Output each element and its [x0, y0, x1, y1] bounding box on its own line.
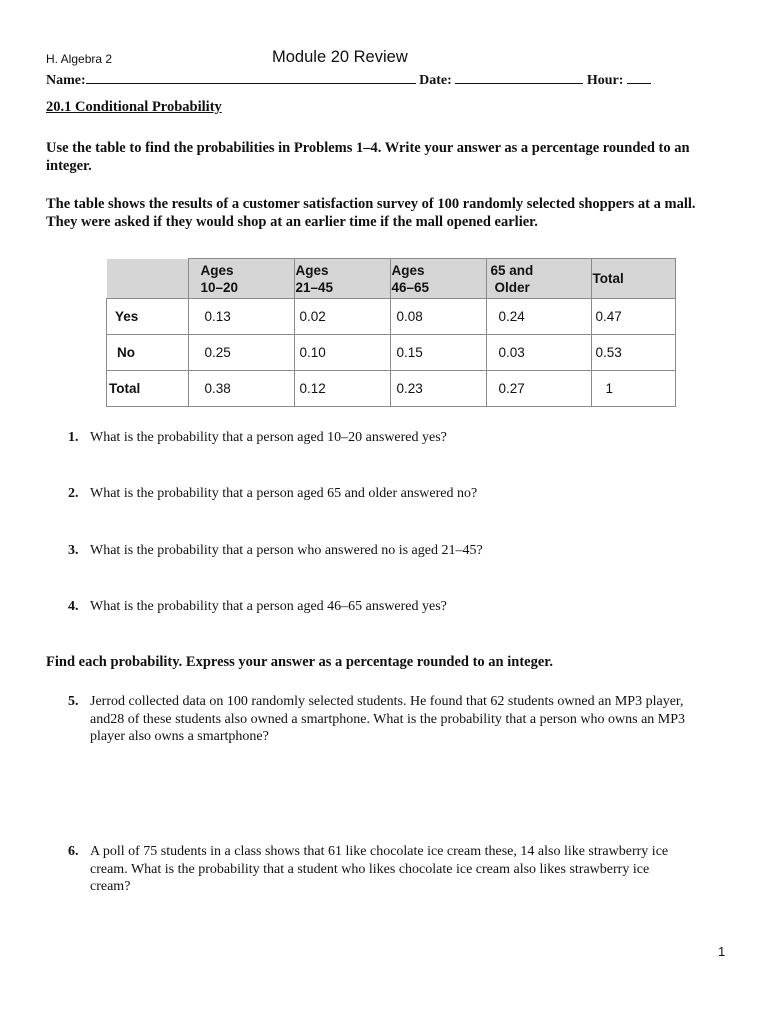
hour-blank[interactable] [627, 71, 651, 84]
page-title: Module 20 Review [272, 48, 408, 66]
table-cell: 0.25 [188, 335, 294, 371]
table-cell: 0.03 [486, 335, 591, 371]
name-blank[interactable] [86, 71, 416, 84]
question-text: What is the probability that a person aged 65 and older answered no? [90, 486, 478, 501]
student-info-line [46, 71, 651, 89]
question-text: Jerrod collected data on 100 randomly selected students. He found that 62 students owned an MP3 player, and28 of these students also owned a smartphone. What is the probability that a person who owns an MP3 player also owns a smartphone? [90, 694, 686, 744]
course-label: H. Algebra 2 [46, 52, 113, 66]
survey-description: The table shows the results of a customer satisfaction survey of 100 randomly selected shoppers at a mall. They were asked if they would shop at an earlier time if the mall opened earlier. [46, 196, 696, 230]
table-cell: 0.15 [390, 335, 486, 371]
survey-table [106, 258, 676, 407]
instructions: Find each probability. Express your answer as a percentage rounded to an integer. [46, 654, 554, 670]
col-header-line: Total [592, 271, 624, 286]
col-header-line: 46–65 [391, 279, 430, 295]
page-number: 1 [718, 944, 726, 959]
question-text: What is the probability that a person who answered no is aged 21–45? [90, 543, 483, 558]
col-header-total [591, 259, 675, 299]
col-header-line: Ages [295, 262, 329, 278]
row-label-no: No [107, 335, 189, 371]
table-row [107, 371, 676, 407]
date-label: Date: [419, 73, 452, 88]
table-cell: 0.02 [294, 299, 390, 335]
table-cell: 0.38 [188, 371, 294, 407]
table-row [107, 335, 676, 371]
hour-label: Hour: [586, 73, 624, 88]
name-label: Name: [46, 73, 86, 88]
table-corner-cell [107, 259, 189, 299]
col-header-line: Ages [200, 262, 234, 278]
row-label-total: Total [107, 371, 189, 407]
col-header-line: Ages [391, 262, 425, 278]
table-cell: 0.27 [486, 371, 591, 407]
question-number: 4. [68, 599, 79, 614]
question-text: What is the probability that a person aged 10–20 answered yes? [90, 430, 447, 445]
question-number: 5. [68, 694, 79, 709]
date-blank[interactable] [455, 71, 583, 84]
table-cell: 0.47 [591, 299, 675, 335]
question-text: What is the probability that a person aged 46–65 answered yes? [90, 599, 447, 614]
col-header-line: 65 and [490, 262, 534, 278]
table-cell: 0.13 [188, 299, 294, 335]
col-header-ages-21-45 [294, 259, 390, 299]
table-header-row [107, 259, 676, 299]
intro-paragraph: Use the table to find the probabilities in Problems 1–4. Write your answer as a percentage rounded to an integer. [46, 140, 690, 174]
table-row [107, 299, 676, 335]
table-cell: 0.23 [390, 371, 486, 407]
table-cell: 0.24 [486, 299, 591, 335]
question-number: 1. [68, 430, 79, 445]
col-header-line: 10–20 [200, 279, 239, 295]
col-header-line: 21–45 [295, 279, 334, 295]
question-number: 3. [68, 543, 79, 558]
section-title: 20.1 Conditional Probability [46, 99, 222, 115]
col-header-ages-46-65 [390, 259, 486, 299]
table-cell: 0.53 [591, 335, 675, 371]
table-cell: 1 [591, 371, 675, 407]
table-cell: 0.12 [294, 371, 390, 407]
table-cell: 0.08 [390, 299, 486, 335]
col-header-ages-10-20 [188, 259, 294, 299]
row-label-yes: Yes [107, 299, 189, 335]
question-number: 6. [68, 844, 79, 859]
table-cell: 0.10 [294, 335, 390, 371]
col-header-65-older [486, 259, 591, 299]
question-text: A poll of 75 students in a class shows that 61 like chocolate ice cream these, 14 also like strawberry ice cream. What is the probability that a student who likes chocolate ice cream also likes strawberry ice cream? [90, 844, 669, 894]
col-header-line: Older [494, 279, 530, 295]
question-number: 2. [68, 486, 79, 501]
